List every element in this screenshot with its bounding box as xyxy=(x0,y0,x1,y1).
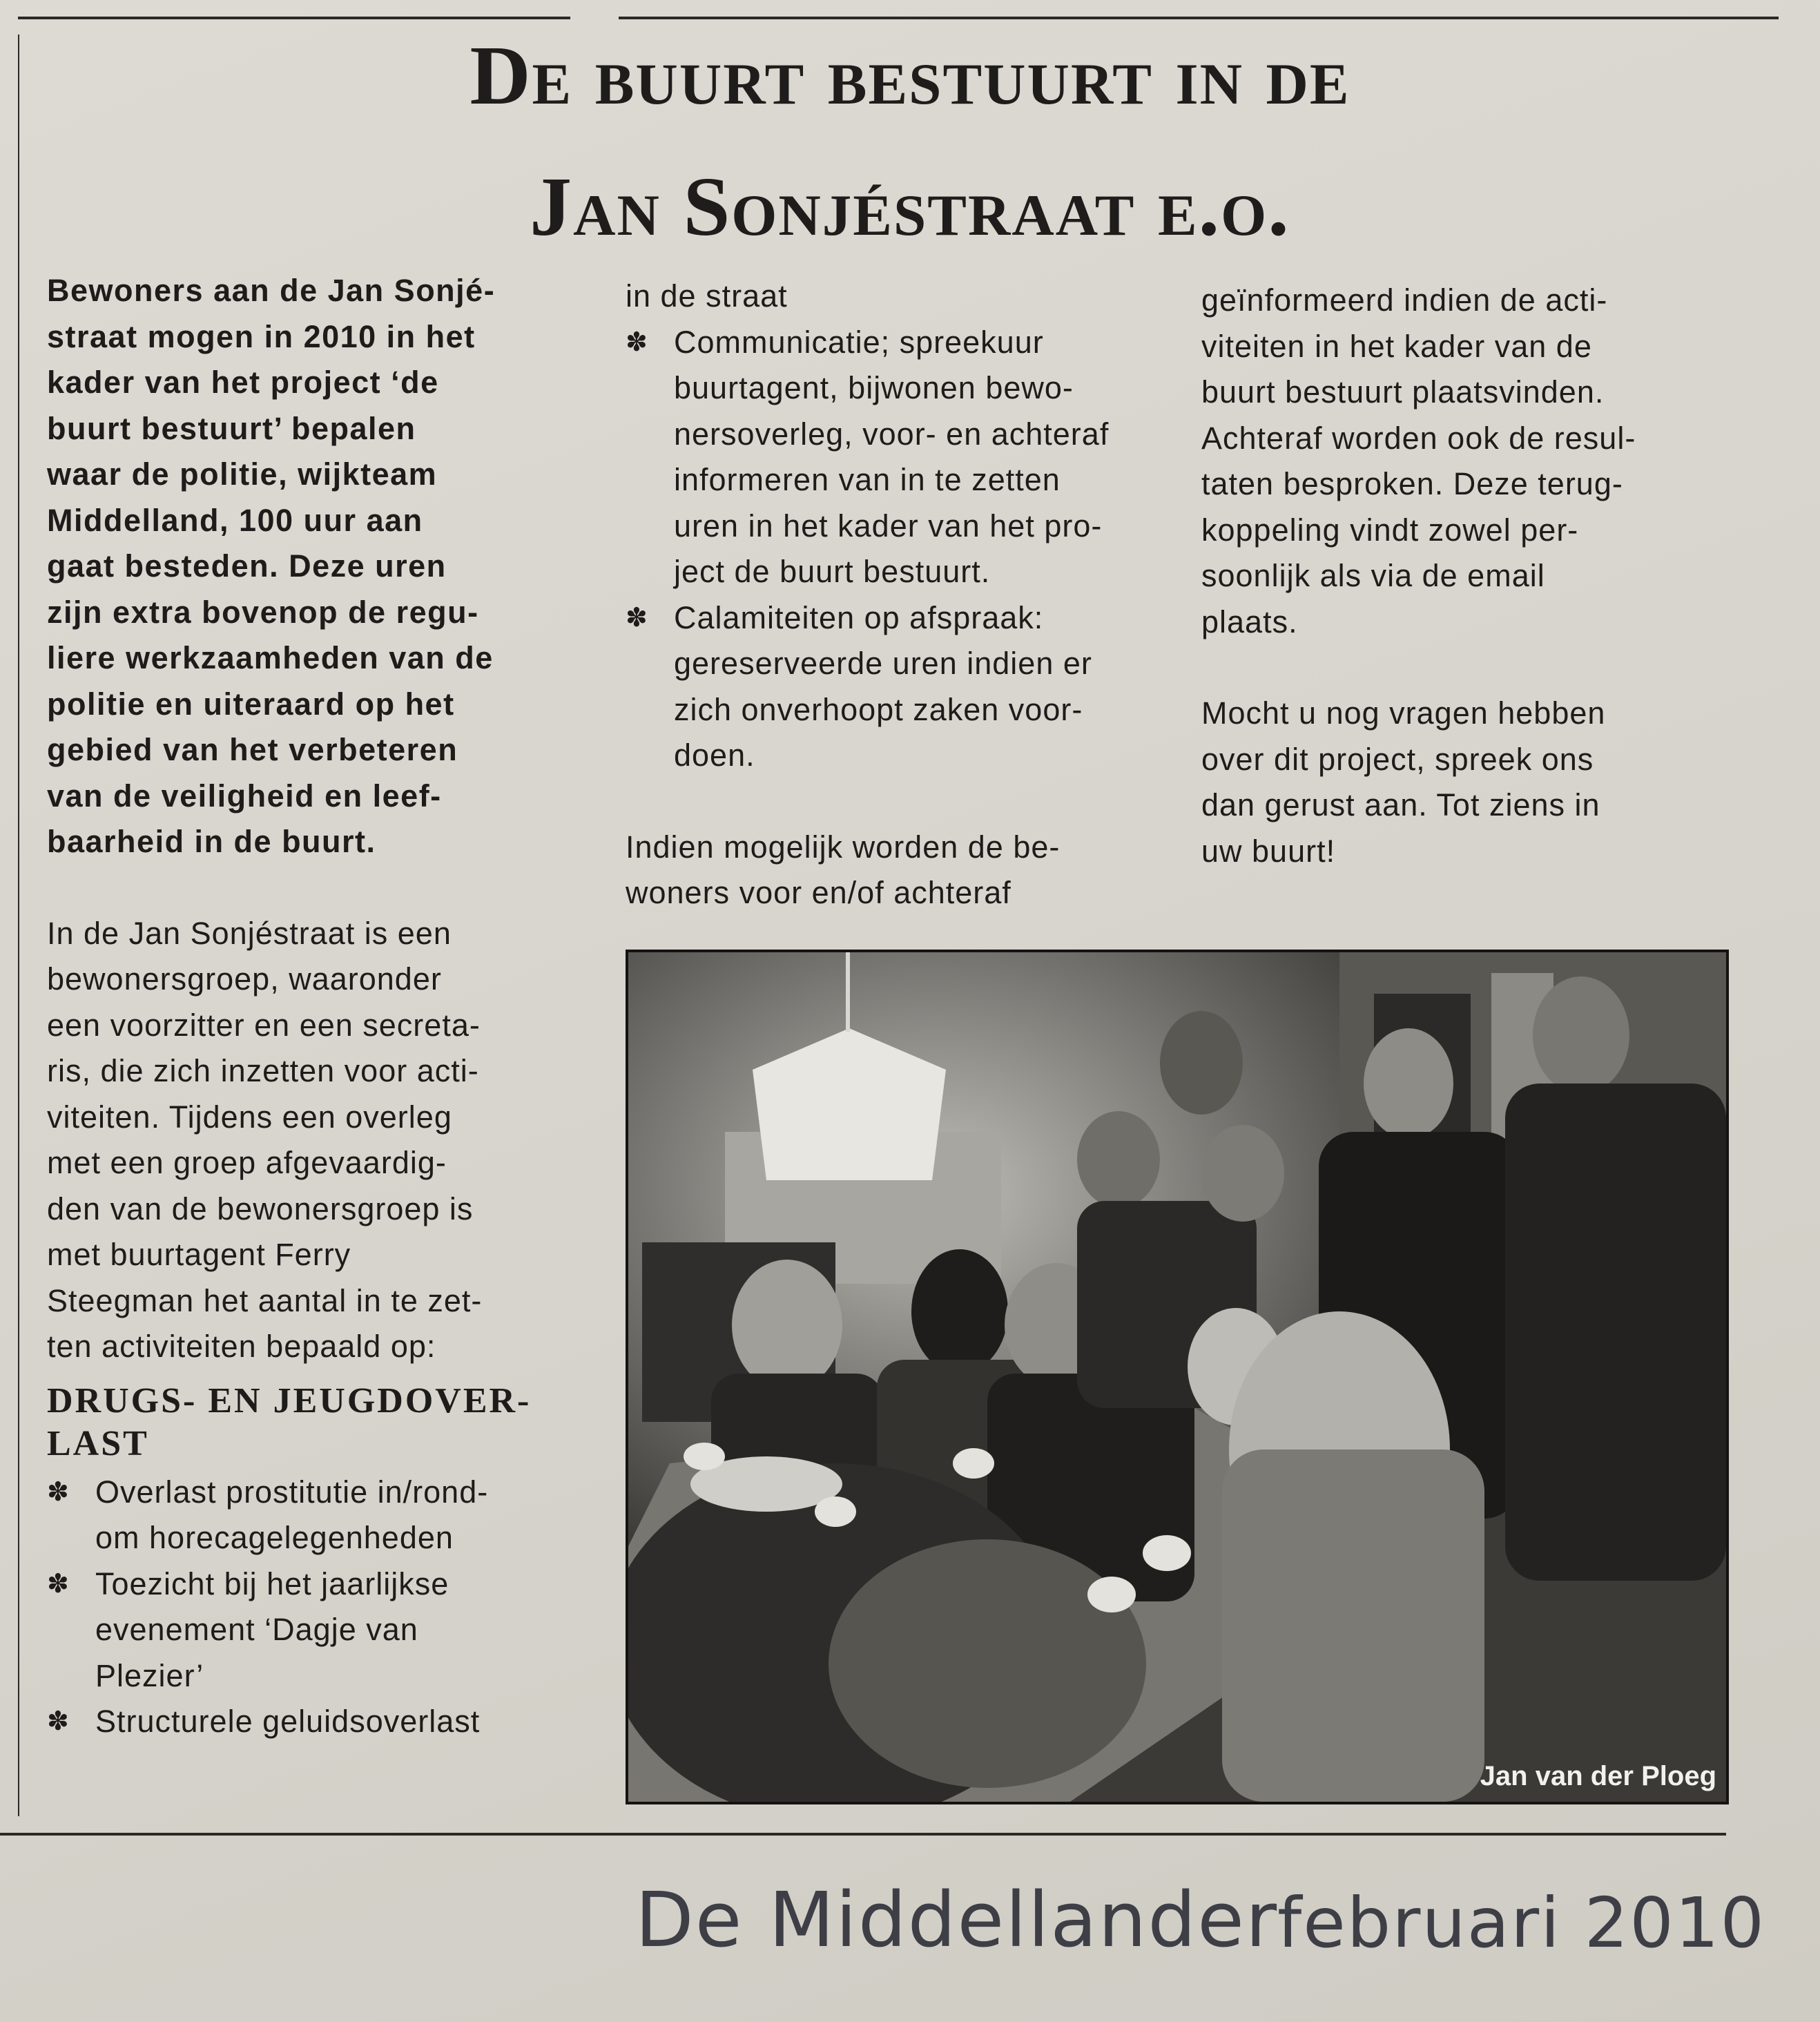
body-line: ris, die zich inzetten voor acti- xyxy=(47,1053,479,1088)
body-line: plaats. xyxy=(1201,604,1298,639)
body-line: soonlijk als via de email xyxy=(1201,558,1545,593)
lead-line: waar de politie, wijkteam xyxy=(47,456,438,492)
bullet-line: Communicatie; spreekuur xyxy=(674,324,1044,360)
lead-line: zijn extra bovenop de regu- xyxy=(47,594,479,630)
heading-line: DRUGS- EN JEUGDOVER- xyxy=(47,1380,532,1421)
bullet-text xyxy=(674,595,1092,779)
body-line: bewonersgroep, waaronder xyxy=(47,961,442,996)
lead-line: Middelland, 100 uur aan xyxy=(47,502,423,538)
lead-line: van de veiligheid en leef- xyxy=(47,778,442,813)
bullet-item xyxy=(47,1561,585,1700)
bullet-item xyxy=(47,1699,585,1745)
body-line: taten besproken. Deze terug- xyxy=(1201,466,1623,501)
headline-line-1: De buurt bestuurt in de xyxy=(469,29,1351,122)
bullet-text xyxy=(95,1699,480,1745)
bullet-line: doen. xyxy=(674,738,755,773)
top-rule-right xyxy=(619,17,1779,19)
bullet-line: zich onverhoopt zaken voor- xyxy=(674,691,1083,727)
bullet-line: informeren van in te zetten xyxy=(674,462,1061,497)
body-line: geïnformeerd indien de acti- xyxy=(1201,282,1608,318)
lead-line: kader van het project ‘de xyxy=(47,365,439,400)
lead-line: gaat besteden. Deze uren xyxy=(47,548,447,584)
body-line: Indien mogelijk worden de be- xyxy=(626,829,1061,865)
body-line: Mocht u nog vragen hebben xyxy=(1201,695,1606,731)
meeting-photo-image xyxy=(628,952,1726,1802)
photo-credit: Jan van der Ploeg xyxy=(1480,1761,1716,1791)
lead-line: baarheid in de buurt. xyxy=(47,824,376,859)
bullet-line: nersoverleg, voor- en achteraf xyxy=(674,416,1110,452)
body-line: dan gerust aan. Tot ziens in xyxy=(1201,787,1600,822)
bullet-line: gereserveerde uren indien er xyxy=(674,646,1092,681)
bullet-line: buurtagent, bijwonen bewo- xyxy=(674,370,1074,405)
top-rule-left xyxy=(18,17,570,19)
article-column-2 xyxy=(626,273,1178,916)
bullet-item xyxy=(626,595,1178,779)
lead-line: liere werkzaamheden van de xyxy=(47,640,494,675)
lead-line: politie en uiteraard op het xyxy=(47,686,455,722)
body-line: viteiten in het kader van de xyxy=(1201,328,1592,364)
bullet-item xyxy=(47,1470,585,1561)
body-line: in de straat xyxy=(626,278,788,314)
body-line: ten activiteiten bepaald op: xyxy=(47,1329,436,1364)
headline-line-2: Jan Sonjéstraat e.o. xyxy=(530,160,1290,253)
left-margin-rule xyxy=(18,35,19,1816)
article-column-1 xyxy=(47,268,585,1745)
body-line: een voorzitter en een secreta- xyxy=(47,1007,481,1043)
bullet-line: Overlast prostitutie in/rond- xyxy=(95,1474,489,1510)
body-line: uw buurt! xyxy=(1201,833,1336,869)
heading-line: LAST xyxy=(47,1423,149,1463)
meeting-photo xyxy=(626,950,1729,1804)
lead-line: Bewoners aan de Jan Sonjé- xyxy=(47,273,496,308)
body-line: woners voor en/of achteraf xyxy=(626,875,1011,910)
flower-bullet-icon: ✽ xyxy=(47,1477,69,1507)
lead-line: straat mogen in 2010 in het xyxy=(47,318,476,354)
bullet-line: evenement ‘Dagje van xyxy=(95,1612,418,1647)
article-column-3 xyxy=(1201,278,1768,874)
bullet-line: Structurele geluidsoverlast xyxy=(95,1704,481,1739)
bullet-text xyxy=(95,1561,449,1700)
bullet-line: ject de buurt bestuurt. xyxy=(674,554,991,589)
paragraph-gap xyxy=(1201,645,1768,691)
bullet-text xyxy=(674,320,1109,595)
bullet-line: om horecagelegenheden xyxy=(95,1520,454,1555)
body-line: Steegman het aantal in te zet- xyxy=(47,1282,483,1318)
body-line: koppeling vindt zowel per- xyxy=(1201,512,1579,548)
lead-line: gebied van het verbeteren xyxy=(47,732,458,767)
body-line: met buurtagent Ferry xyxy=(47,1237,351,1272)
handwritten-date: februari 2010 xyxy=(1277,1883,1766,1963)
body-line: In de Jan Sonjéstraat is een xyxy=(47,915,452,951)
flower-bullet-icon: ✽ xyxy=(626,603,648,633)
bullet-line: Calamiteiten op afspraak: xyxy=(674,599,1044,635)
body-line: Achteraf worden ook de resul- xyxy=(1201,420,1636,456)
body-line: den van de bewonersgroep is xyxy=(47,1191,474,1226)
bottom-rule xyxy=(0,1833,1726,1836)
bullet-line: Plezier’ xyxy=(95,1657,204,1693)
handwritten-publication: De Middellander xyxy=(635,1876,1279,1964)
flower-bullet-icon: ✽ xyxy=(626,327,648,357)
lead-line: buurt bestuurt’ bepalen xyxy=(47,410,416,446)
flower-bullet-icon: ✽ xyxy=(47,1569,69,1599)
bullet-line: uren in het kader van het pro- xyxy=(674,508,1103,543)
body-line: met een groep afgevaardig- xyxy=(47,1145,447,1180)
body-line: buurt bestuurt plaatsvinden. xyxy=(1201,374,1605,410)
paragraph-gap xyxy=(626,779,1178,825)
bullet-text xyxy=(95,1470,488,1561)
bullet-line: Toezicht bij het jaarlijkse xyxy=(95,1566,449,1601)
paragraph-gap xyxy=(47,865,585,911)
body-line: over dit project, spreek ons xyxy=(1201,741,1594,777)
bullet-item xyxy=(626,320,1178,595)
body-line: viteiten. Tijdens een overleg xyxy=(47,1099,452,1135)
section-heading xyxy=(47,1380,585,1465)
flower-bullet-icon: ✽ xyxy=(47,1707,69,1736)
